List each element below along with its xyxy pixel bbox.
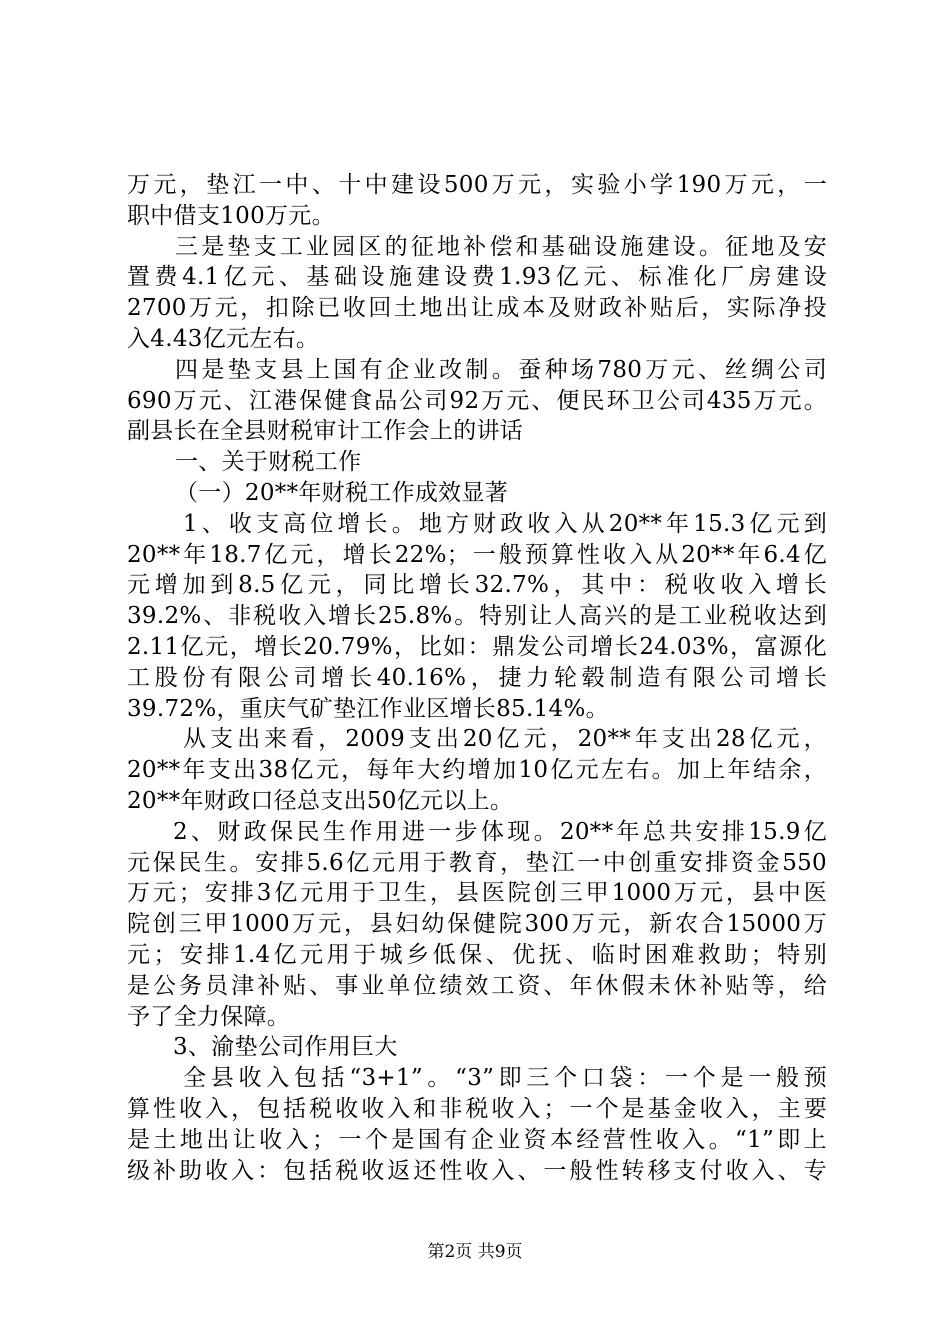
text-line: 20**年财政口径总支出50亿元以上。 xyxy=(127,787,514,814)
text-line: 四是垫支县上国有企业改制。蚕种场780万元、丝绸公司 xyxy=(175,356,827,383)
text-line: 1、收支高位增长。地方财政收入从20**年15.3亿元到 xyxy=(183,510,827,537)
text-line: 2.11亿元，增长20.79%，比如：鼎发公司增长24.03%，富源化 xyxy=(127,633,827,660)
body-text xyxy=(127,170,827,1186)
text-line: 全县收入包括“3+1”。“3”即三个口袋：一个是一般预 xyxy=(183,1065,827,1092)
text-line: 万元；安排3亿元用于卫生，县医院创三甲1000万元，县中医 xyxy=(127,880,827,907)
text-line: 置费4.1亿元、基础设施建设费1.93亿元、标准化厂房建设 xyxy=(127,264,827,291)
text-line: 690万元、江港保健食品公司92万元、便民环卫公司435万元。 xyxy=(127,387,827,414)
text-line: 39.72%，重庆气矿垫江作业区增长85.14%。 xyxy=(127,695,609,722)
text-line: 入4.43亿元左右。 xyxy=(127,325,320,352)
text-line: 20**年支出38亿元，每年大约增加10亿元左右。加上年结余， xyxy=(127,757,827,784)
text-line: 级补助收入：包括税收返还性收入、一般性转移支付收入、专 xyxy=(127,1157,827,1184)
text-line: 院创三甲1000万元，县妇幼保健院300万元，新农合15000万 xyxy=(127,911,827,938)
text-line: 20**年18.7亿元，增长22%；一般预算性收入从20**年6.4亿 xyxy=(127,541,827,568)
text-line: 从支出来看，2009支出20亿元，20**年支出28亿元， xyxy=(183,726,827,753)
heading-1: 一、关于财税工作 xyxy=(175,449,362,476)
text-line: 算性收入，包括税收收入和非税收入；一个是基金收入，主要 xyxy=(127,1095,827,1122)
heading-2: （一）20**年财税工作成效显著 xyxy=(175,479,509,506)
text-line: 予了全力保障。 xyxy=(127,1003,291,1030)
text-line: 职中借支100万元。 xyxy=(127,202,335,229)
text-line: 2、财政保民生作用进一步体现。20**年总共安排15.9亿 xyxy=(173,818,827,845)
text-line: 39.2%、非税收入增长25.8%。特别让人高兴的是工业税收达到 xyxy=(127,603,827,630)
text-line: 是土地出让收入；一个是国有企业资本经营性收入。“1”即上 xyxy=(127,1126,827,1153)
page-number: 第2页 共9页 xyxy=(427,1242,523,1262)
text-line: 元增加到8.5亿元，同比增长32.7%，其中：税收收入增长 xyxy=(127,572,827,599)
text-line: 是公务员津补贴、事业单位绩效工资、年休假未休补贴等，给 xyxy=(127,972,827,999)
heading-3: 3、渝垫公司作用巨大 xyxy=(173,1034,398,1061)
section-title: 副县长在全县财税审计工作会上的讲话 xyxy=(127,418,524,445)
text-line: 三是垫支工业园区的征地补偿和基础设施建设。征地及安 xyxy=(175,233,827,260)
text-line: 万元，垫江一中、十中建设500万元，实验小学190万元，一 xyxy=(127,172,827,198)
text-line: 2700万元，扣除已收回土地出让成本及财政补贴后，实际净投 xyxy=(127,295,827,322)
text-line: 元；安排1.4亿元用于城乡低保、优抚、临时困难救助；特别 xyxy=(127,941,827,968)
text-line: 工股份有限公司增长40.16%，捷力轮毂制造有限公司增长 xyxy=(127,664,827,691)
text-line: 元保民生。安排5.6亿元用于教育，垫江一中创重安排资金550 xyxy=(127,849,827,876)
